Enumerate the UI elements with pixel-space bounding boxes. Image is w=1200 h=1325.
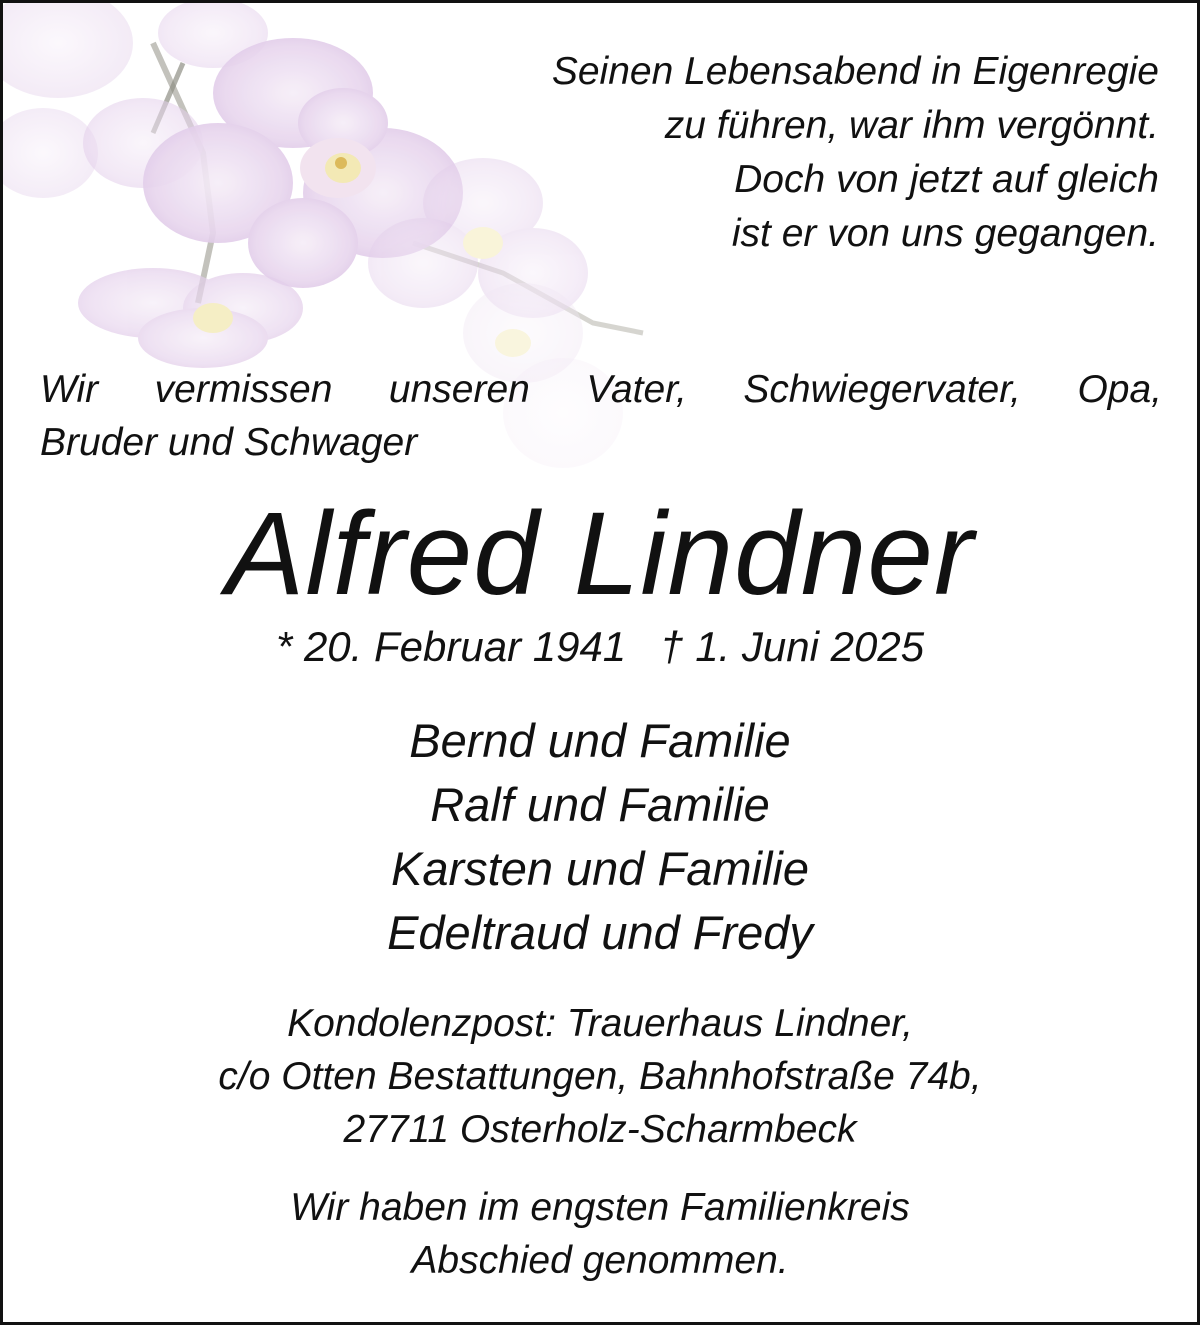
mourner-line: Karsten und Familie [391,842,809,895]
mourner-line: Bernd und Familie [409,714,791,767]
quote-line: zu führen, war ihm vergönnt. [664,104,1159,147]
closing-note [3,1181,1197,1287]
quote-verse [399,45,1159,261]
address-line: c/o Otten Bestattungen, Bahnhofstraße 74b, [218,1055,982,1098]
birth-date: * 20. Februar 1941 [275,623,627,670]
closing-line: Wir haben im engsten Familienkreis [290,1186,910,1229]
quote-line: Seinen Lebensabend in Eigenregie [551,50,1159,93]
mourner-line: Ralf und Familie [430,778,770,831]
life-dates [3,621,1197,673]
mourners-list [3,709,1197,965]
quote-line: ist er von uns gegangen. [731,212,1159,255]
quote-line: Doch von jetzt auf gleich [734,158,1159,201]
intro-line: Bruder und Schwager [40,421,418,464]
intro-line: Wir vermissen unseren Vater, Schwiegervater, Opa, [40,368,1162,411]
deceased-name: Alfred Lindner [225,488,975,620]
address-line: Kondolenzpost: Trauerhaus Lindner, [287,1002,913,1045]
death-date: † 1. Juni 2025 [660,623,925,670]
closing-line: Abschied genommen. [411,1239,789,1282]
mourner-line: Edeltraud und Fredy [387,906,813,959]
intro-text [40,363,1162,469]
condolence-address [3,997,1197,1156]
address-line: 27711 Osterholz-Scharmbeck [343,1108,857,1151]
